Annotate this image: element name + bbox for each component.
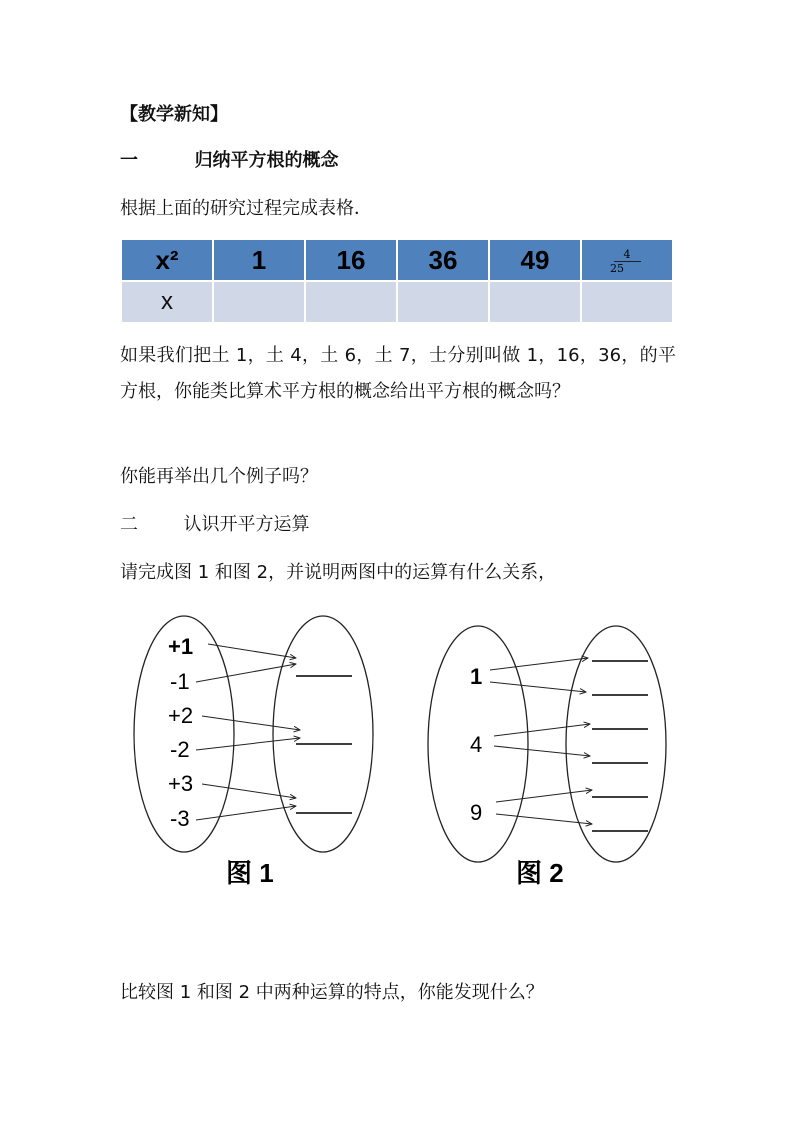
section2-heading — [120, 510, 309, 536]
table-cell-fraction — [581, 239, 673, 281]
figure-instruction: 请完成图 1 和图 2，并说明两图中的运算有什么关系， — [120, 562, 557, 583]
figure1-arrow — [196, 738, 300, 750]
table-cell-empty[interactable] — [305, 281, 397, 323]
question-compare: 比较图 1 和图 2 中两种运算的特点，你能发现什么？ — [120, 982, 544, 1003]
table-cell-empty[interactable] — [213, 281, 305, 323]
table-instruction: 根据上面的研究过程完成表格． — [120, 198, 372, 219]
figure2-item: 4 — [470, 732, 483, 757]
figure2-item: 1 — [470, 664, 483, 689]
square-table — [120, 238, 674, 324]
figure2-caption: 图 2 — [516, 858, 564, 888]
table-header-x: x — [121, 281, 213, 323]
fraction-numerator: 4 — [614, 248, 641, 262]
section2-number: 二 — [120, 514, 138, 535]
figure1-arrow — [202, 784, 296, 798]
fraction — [610, 248, 633, 276]
figure1-caption: 图 1 — [226, 858, 274, 888]
section1-heading — [120, 146, 339, 172]
table-cell-value: 1 — [213, 239, 305, 281]
table-cell-value: 16 — [305, 239, 397, 281]
table-row-roots — [121, 281, 673, 323]
question-concept: 如果我们把土 1，土 4，土 6，土 7，士分别叫做 1，16，36，的平方根，你能类比算术平方根的概念给出平方根的概念吗？ — [120, 345, 676, 402]
heading: 【教学新知】 — [120, 104, 228, 125]
figure2-item: 9 — [470, 800, 483, 825]
figure2-arrow — [494, 724, 590, 736]
table-header-x-squared: x² — [121, 239, 213, 281]
figure1-item: -2 — [170, 737, 190, 762]
table-cell-empty[interactable] — [489, 281, 581, 323]
table-row-squares — [121, 239, 673, 281]
figure2-arrow — [494, 746, 590, 756]
figure2-arrow — [490, 658, 588, 670]
section2-title: 认识开平方运算 — [183, 514, 310, 535]
question-examples: 你能再举出几个例子吗？ — [120, 466, 318, 487]
table-cell-value: 49 — [489, 239, 581, 281]
mapping-figures — [0, 600, 794, 900]
figure1-arrow — [202, 716, 300, 730]
section1-number: 一 — [120, 150, 138, 171]
table-cell-empty[interactable] — [581, 281, 673, 323]
figure2-arrow — [496, 790, 592, 802]
section1-title: 归纳平方根的概念 — [194, 150, 339, 171]
figure1-item: -1 — [170, 669, 190, 694]
table-cell-empty[interactable] — [397, 281, 489, 323]
figure1-arrow — [196, 664, 296, 682]
figure1-range-ellipse — [273, 616, 373, 852]
figure1-item: +2 — [168, 703, 194, 728]
figure1-item: -3 — [170, 806, 190, 831]
figure1-arrow — [196, 806, 296, 820]
figure1-item: +1 — [168, 634, 194, 659]
figure1-item: +3 — [168, 771, 194, 796]
table-cell-value: 36 — [397, 239, 489, 281]
figure-1 — [134, 616, 373, 888]
fraction-denominator: 25 — [610, 262, 624, 276]
figure-2 — [428, 626, 666, 888]
